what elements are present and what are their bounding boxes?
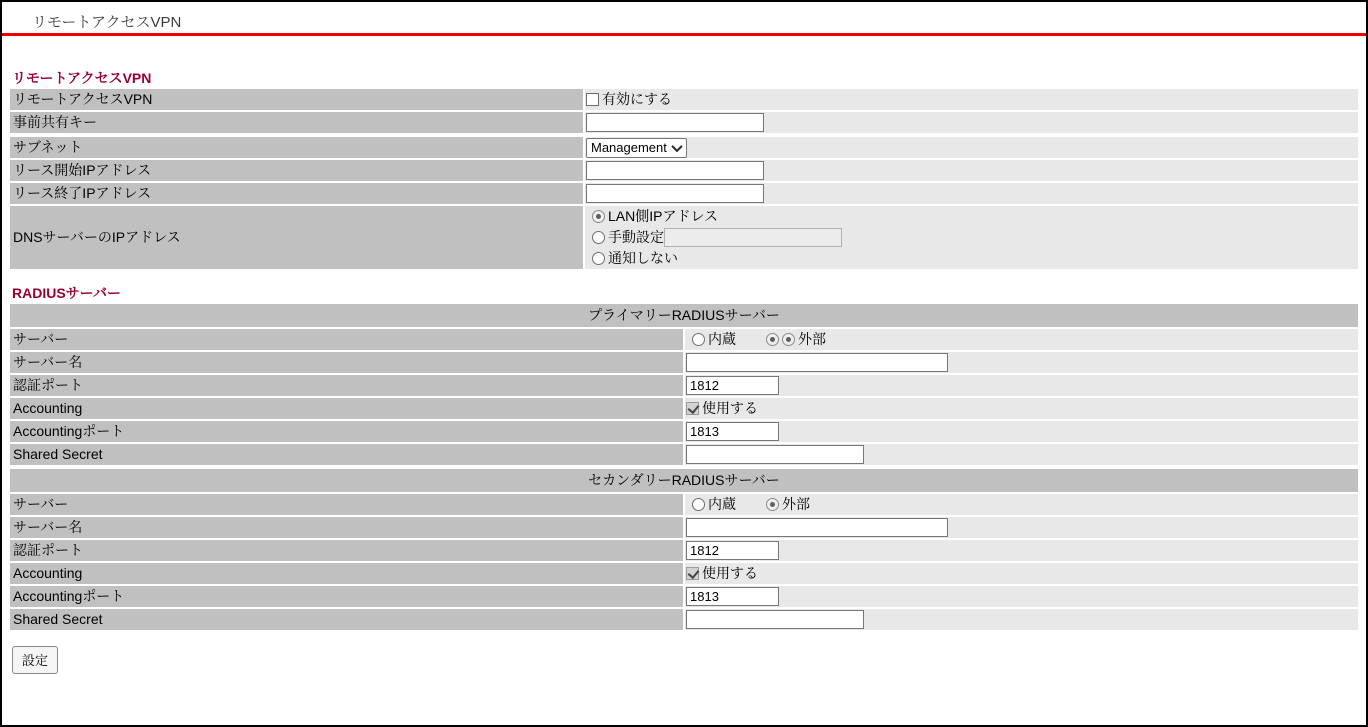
chevron-down-icon (671, 140, 682, 151)
table-row (10, 563, 1358, 584)
table-row (10, 137, 1358, 158)
table-row (10, 160, 1358, 181)
secondary-server-internal-label: 内蔵 (708, 496, 736, 512)
row-label: Accountingポート (10, 421, 683, 442)
primary-server-external-label: 外部 (798, 331, 826, 347)
enable-vpn-checkbox-label: 有効にする (602, 91, 672, 107)
row-label: Accountingポート (10, 586, 683, 607)
table-row (10, 206, 1358, 269)
row-label: サーバー名 (10, 517, 683, 538)
table-row (10, 586, 1358, 607)
row-label: サブネット (10, 137, 583, 158)
table-row (10, 609, 1358, 630)
subnet-select[interactable] (586, 138, 687, 158)
subnet-select-value: Management (591, 140, 667, 155)
lease-start-ip-input[interactable] (586, 161, 764, 180)
row-label: Shared Secret (10, 444, 683, 465)
table-header-row (10, 304, 1358, 327)
apply-settings-button[interactable]: 設定 (12, 646, 58, 674)
table-row (10, 329, 1358, 350)
row-label: 認証ポート (10, 540, 683, 561)
section-heading-radius: RADIUSサーバー (12, 285, 121, 301)
table-row (10, 517, 1358, 538)
secondary-server-name-input[interactable] (686, 518, 948, 537)
row-label: 事前共有キー (10, 112, 583, 133)
secondary-server-internal-radio[interactable] (692, 498, 705, 511)
row-label: サーバー名 (10, 352, 683, 373)
dns-none-radio[interactable] (592, 252, 605, 265)
secondary-radius-table (8, 467, 1360, 632)
table-row (10, 183, 1358, 204)
secondary-server-external-radio[interactable] (766, 498, 779, 511)
row-label: サーバー (10, 329, 683, 350)
page-header (2, 2, 1366, 33)
table-row (10, 494, 1358, 515)
table-row (10, 421, 1358, 442)
secondary-accounting-port-input[interactable] (686, 587, 779, 606)
secondary-accounting-checkbox[interactable] (686, 567, 699, 580)
section-heading-vpn: リモートアクセスVPN (12, 70, 152, 86)
table-row (10, 375, 1358, 396)
row-label: リース終了IPアドレス (10, 183, 583, 204)
table-row (10, 352, 1358, 373)
row-label: Accounting (10, 563, 683, 584)
dns-manual-ip-input (664, 228, 842, 247)
secondary-accounting-checkbox-label: 使用する (702, 565, 758, 581)
row-label: リモートアクセスVPN (10, 89, 583, 110)
secondary-shared-secret-input[interactable] (686, 610, 864, 629)
preshared-key-input[interactable] (586, 113, 764, 132)
row-label: Accounting (10, 398, 683, 419)
primary-shared-secret-input[interactable] (686, 445, 864, 464)
secondary-auth-port-input[interactable] (686, 541, 779, 560)
table-header-row (10, 469, 1358, 492)
primary-accounting-checkbox-label: 使用する (702, 400, 758, 416)
row-label: サーバー (10, 494, 683, 515)
enable-vpn-checkbox[interactable] (586, 93, 599, 106)
row-label: リース開始IPアドレス (10, 160, 583, 181)
primary-accounting-checkbox[interactable] (686, 402, 699, 415)
dns-manual-radio-label: 手動設定 (608, 229, 664, 245)
page-content (2, 36, 1366, 674)
dns-manual-radio[interactable] (592, 231, 605, 244)
table-row (10, 89, 1358, 110)
dns-lan-ip-radio[interactable] (592, 210, 605, 223)
row-label: 認証ポート (10, 375, 683, 396)
primary-server-internal-radio[interactable] (692, 333, 705, 346)
primary-radius-table (8, 302, 1360, 467)
primary-accounting-port-input[interactable] (686, 422, 779, 441)
table-row (10, 398, 1358, 419)
primary-server-name-input[interactable] (686, 353, 948, 372)
primary-server-external-radio[interactable] (766, 333, 779, 346)
page-title: リモートアクセスVPN (32, 14, 182, 31)
dns-lan-ip-radio-label: LAN側IPアドレス (608, 208, 719, 224)
lease-end-ip-input[interactable] (586, 184, 764, 203)
table-row (10, 540, 1358, 561)
primary-server-internal-label: 内蔵 (708, 331, 736, 347)
vpn-network-table (8, 135, 1360, 271)
table-row (10, 444, 1358, 465)
dns-none-radio-label: 通知しない (608, 250, 678, 266)
primary-auth-port-input[interactable] (686, 376, 779, 395)
table-row (10, 112, 1358, 133)
primary-radius-header: プライマリーRADIUSサーバー (10, 304, 1358, 327)
secondary-server-external-label: 外部 (782, 496, 810, 512)
vpn-basic-table (8, 87, 1360, 135)
row-label: DNSサーバーのIPアドレス (10, 206, 583, 269)
secondary-radius-header: セカンダリーRADIUSサーバー (10, 469, 1358, 492)
row-label: Shared Secret (10, 609, 683, 630)
